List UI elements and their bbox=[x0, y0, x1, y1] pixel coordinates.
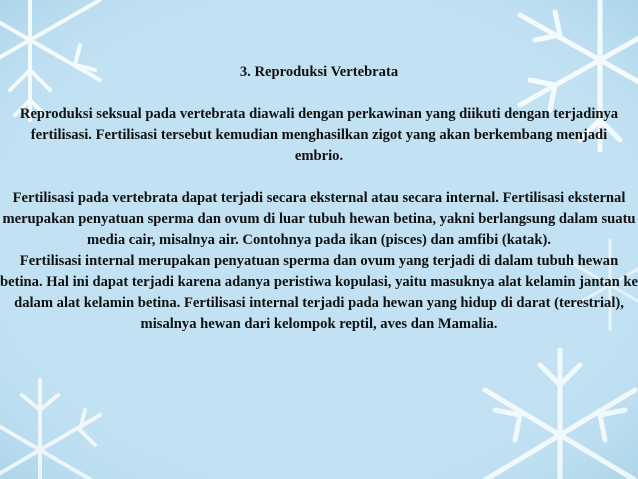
paragraph-intro: Reproduksi seksual pada vertebrata diawali dengan perkawinan yang diikuti dengan terjadinya fertilisasi. Fertilisasi tersebut kemudian menghasilkan zigot yang akan berkembang menjadi embrio. bbox=[19, 106, 619, 164]
slide-title: 3. Reproduksi Vertebrata bbox=[239, 64, 399, 80]
paragraph-internal-fertilization: Fertilisasi internal merupakan penyatuan sperma dan ovum yang terjadi di dalam tubuh hewan betina. Hal ini dapat terjadi karena adanya peristiwa kopulasi, yaitu masuknya alat kelamin jantan ke dalam alat kelamin betina. Fertilisasi internal terjadi pada hewan yang hidup di darat (terestrial), misalnya hewan dari kelompok reptil, aves dan Mamalia. bbox=[0, 253, 638, 332]
slide-content bbox=[0, 62, 638, 335]
paragraph-external-fertilization: Fertilisasi pada vertebrata dapat terjadi secara eksternal atau secara internal. Fertilisasi eksternal merupakan penyatuan sperma dan ovum di luar tubuh hewan betina, yakni berlangsung dalam suatu media cair, misalnya air. Contohnya pada ikan (pisces) dan amfibi (katak). bbox=[2, 190, 636, 248]
